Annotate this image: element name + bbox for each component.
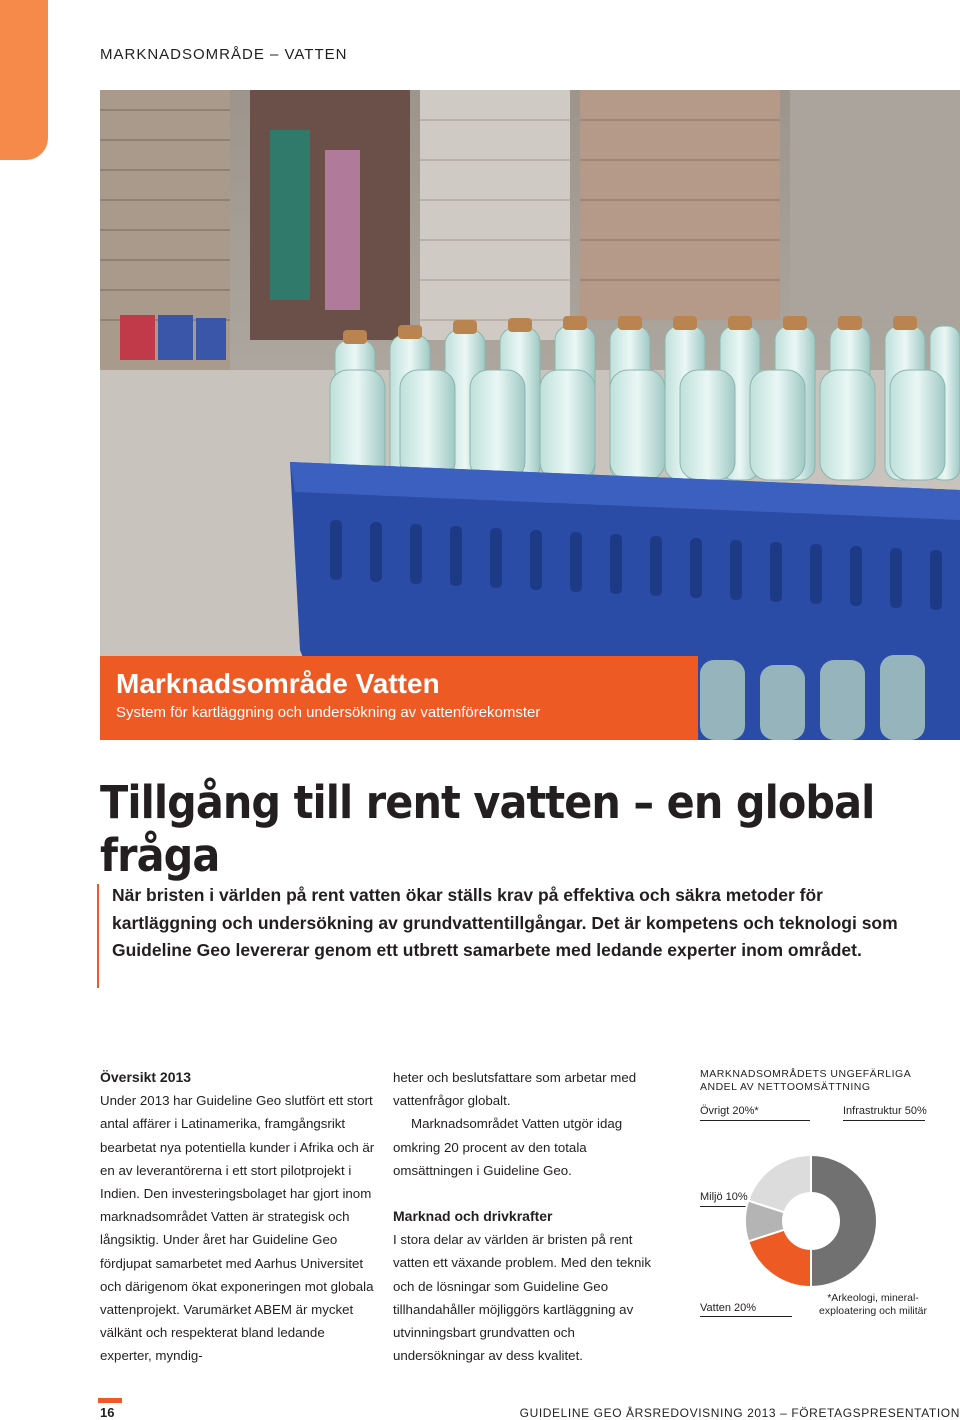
label-rule-infrastruktur	[843, 1120, 925, 1121]
hero-title-box	[100, 656, 698, 740]
bottle-crate-illustration	[100, 90, 960, 740]
label-rule-miljo	[700, 1206, 748, 1207]
intro-paragraph: När bristen i världen på rent vatten ökar ställs krav på effektiva och säkra metoder för kartläggning och undersökning av grundvattentillgångar. Det är kompetens och teknologi som Guideline Geo levererar genom ett utbrett samarbete med ledande experter inom området.	[112, 885, 898, 960]
col2-text1: heter och beslutsfattare som arbetar med vattenfrågor globalt.	[393, 1070, 637, 1109]
footer-text: GUIDELINE GEO ÅRSREDOVISNING 2013 – FÖRETAGSPRESENTATION	[519, 1406, 960, 1420]
label-infrastruktur: Infrastruktur 50%	[843, 1105, 927, 1117]
donut-chart	[743, 1153, 879, 1289]
intro-accent-bar	[97, 884, 99, 988]
label-rule-vatten	[700, 1316, 792, 1317]
hero-photo	[100, 90, 960, 740]
hero-subtitle: System för kartläggning och undersökning av vattenförekomster	[116, 704, 541, 721]
col2-text2: Marknadsområdet Vatten utgör idag omkring 20 procent av den totala omsättningen i Guideline Geo.	[393, 1116, 623, 1178]
body-column-2	[393, 1066, 668, 1367]
chart-footnote: *Arkeologi, mineral-exploatering och militär	[819, 1292, 927, 1317]
col1-text: Under 2013 har Guideline Geo slutfört ett stort antal affärer i Latinamerika, framgångsrikt bearbetat nya potentiella kunder i Afrika och är en av leverantörerna i ett stort pilotprojekt i Indien. Den investeringsbolaget har gjort inom marknadsområdet Vatten är strategisk och långsiktig. Under året har Guideline Geo fördjupat samarbetet med Aarhus Universitet och därigenom ökat exponeringen mot globala vattenprojekt. Varumärket ABEM är mycket välkänt och respekterat bland ledande experter, myndig-	[100, 1093, 375, 1364]
col2-heading: Marknad och drivkrafter	[393, 1208, 553, 1225]
hero-title: Marknadsområde Vatten	[116, 668, 440, 699]
label-miljo: Miljö 10%	[700, 1191, 748, 1203]
chart-title: MARKNADSOMRÅDETS UNGEFÄRLIGA ANDEL AV NETTOOMSÄTTNING	[700, 1068, 911, 1093]
page-number: 16	[100, 1405, 115, 1420]
section-label: MARKNADSOMRÅDE – VATTEN	[100, 46, 348, 63]
col1-heading: Översikt 2013	[100, 1069, 192, 1085]
donut-slice--vrigt	[748, 1155, 811, 1212]
body-column-1	[100, 1066, 375, 1368]
label-ovrigt: Övrigt 20%*	[700, 1105, 759, 1117]
corner-tab	[0, 0, 48, 160]
donut-slice-infrastruktur	[811, 1155, 877, 1287]
page-headline: Tillgång till rent vatten – en global fråga	[100, 776, 875, 882]
footer-accent-bar	[98, 1398, 122, 1403]
label-rule-ovrigt	[700, 1120, 810, 1121]
label-vatten: Vatten 20%	[700, 1302, 757, 1314]
col2-text3: I stora delar av världen är bristen på rent vatten ett växande problem. Med den teknik och de lösningar som Guideline Geo tillhandahåller möjliggörs kartläggning av utvinningsbart grundvatten och undersökningar av dess kvalitet.	[393, 1232, 651, 1364]
